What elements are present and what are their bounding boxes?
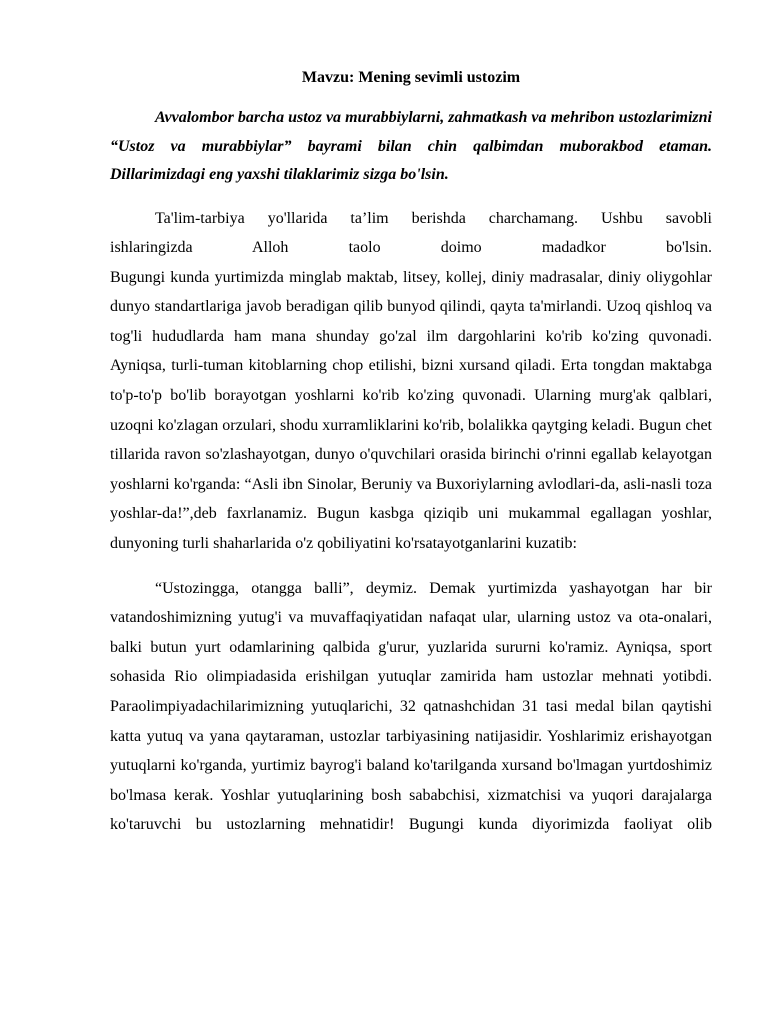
- paragraph-2: “Ustozingga, otangga balli”, deymiz. Demak yurtimizda yashayotgan har bir vatandoshimizning yutug'i va muvaffaqiyatidan nafaqat ular, ularning ustoz va ota-onalari, balki butun yurt odamlarining qalbida g'urur, yuzlarida sururni ko'ramiz. Ayniqsa, sport sohasida Rio olimpiadasida erishilgan yutuqlar zamirida ham ustozlar mehnati yotibdi. Paraolimpiyadachilarimizning yutuqlarichi, 32 qatnashchidan 31 tasi medal bilan qaytishi katta yutuq va yana qaytaraman, ustozlar tarbiyasining natijasidir. Yoshlarimiz erishayotgan yutuqlarni ko'rganda, yurtimiz bayrog'i baland ko'tarilganda xursand bo'lmagan yurtdoshimiz bo'lmasa kerak. Yoshlar yutuqlarining bosh sababchisi, xizmatchisi va yuqori darajalarga ko'taruvchi bu ustozlarning mehnatidir! Bugungi kunda diyorimizda faoliyat olib: [110, 579, 712, 834]
- document-page: [110, 66, 712, 840]
- paragraph-1-body: Bugungi kunda yurtimizda minglab maktab, litsey, kollej, diniy madrasalar, diniy oliygohlar dunyo standartlariga javob beradigan qilib bunyod qilindi, qayta ta'mirlandi. Uzoq qishloq va tog'li hududlarda ham mana shunday go'zal ilm dargohlarini ko'rib ko'zing quvonadi. Ayniqsa, turli-tuman kitoblarning chop etilishi, bizni xursand qiladi. Erta tongdan maktabga to'p-to'p bo'lib borayotgan yoshlarni ko'rib ko'zing quvonadi. Ularning murg'ak qalblari, uzoqni ko'zlagan orzulari, shodu xurramliklarini ko'rib, bolalikka qaytging keladi. Bugun chet tillarida ravon so'zlashayotgan, dunyo o'quvchilari orasida birinchi o'rinni egallab kelayotgan yoshlarni ko'rganda: “Asli ibn Sinolar, Beruniy va Buxoriylarning avlodlari-da, asli-nasli toza yoshlar-da!”,deb faxrlanamiz. Bugun kasbga qiziqib uni mukammal egallagan yoshlar, dunyoning turli shaharlarida o'z qobiliyatini ko'rsatayotganlarini kuzatib:: [110, 268, 712, 553]
- document-title: Mavzu: Mening sevimli ustozim: [301, 69, 521, 86]
- paragraph-1: [110, 204, 712, 559]
- paragraph-1-line-2: ishlaringizda Alloh taolo doimo madadkor bo'lsin.: [110, 239, 712, 257]
- intro-paragraph: Avvalombor barcha ustoz va murabbiylarni, zahmatkash va mehribon ustozlarimizni “Ustoz va murabbiylar” bayrami bilan chin qalbimdan muborakbod etaman. Dillarimizdagi eng yaxshi tilaklarimiz sizga bo'lsin.: [110, 109, 712, 183]
- paragraph-1-line-1: Ta'lim-tarbiya yo'llarida ta’lim berishda charchamang. Ushbu savobli: [155, 209, 712, 227]
